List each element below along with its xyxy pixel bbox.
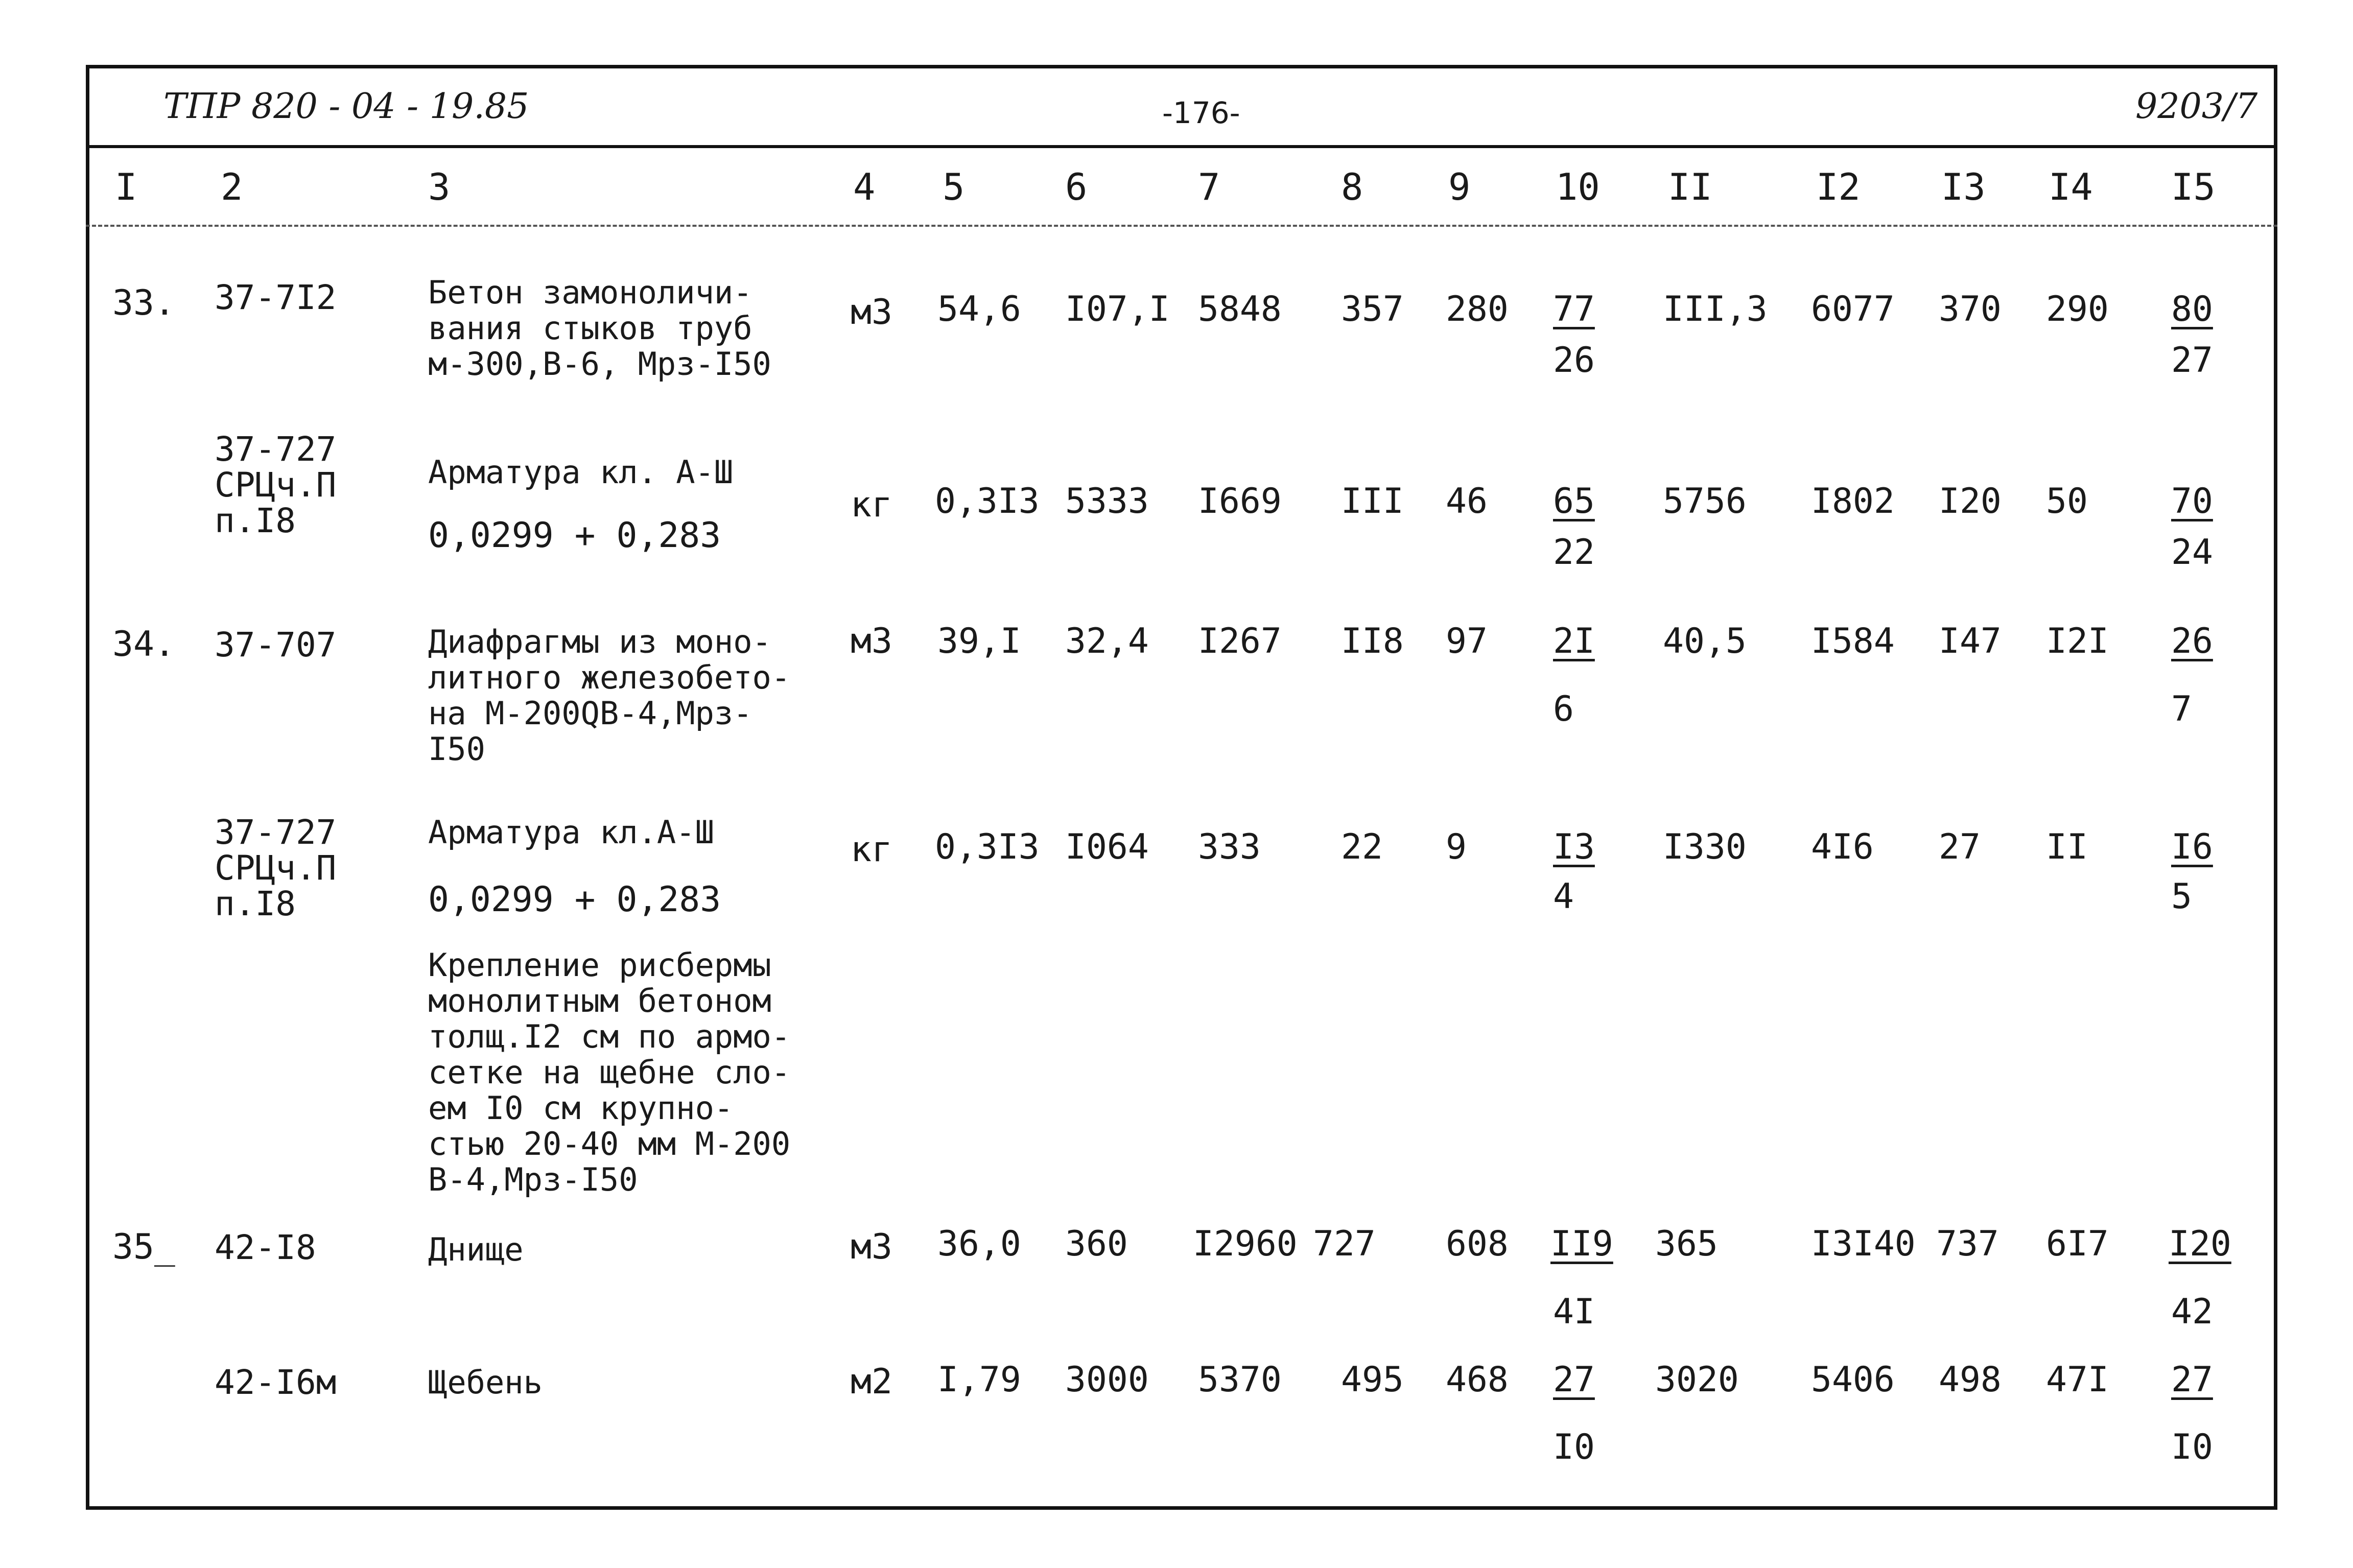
col-header-6: 6 — [1065, 165, 1088, 208]
cell-8: 495 — [1341, 1360, 1404, 1400]
cell-14: 47I — [2046, 1360, 2109, 1400]
cell-7: I2960 — [1193, 1224, 1298, 1264]
cell-13: 27 — [1939, 827, 1981, 867]
col-header-15: I5 — [2171, 165, 2216, 208]
work-description: Щебень — [428, 1364, 543, 1401]
unit: м3 — [851, 292, 892, 332]
cell-6: 5333 — [1065, 481, 1149, 521]
cell-14: 6I7 — [2046, 1224, 2109, 1264]
doc-code: ТПР 820 - 04 - 19.85 — [163, 86, 529, 127]
cell-14: 290 — [2046, 289, 2109, 329]
cell-8: 727 — [1313, 1224, 1376, 1264]
cell-14: I2I — [2046, 621, 2109, 661]
rate-code: 37-727 СРЦч.П п.I8 — [215, 430, 337, 540]
cell-10-top: I3 — [1553, 827, 1595, 867]
cell-12: 6077 — [1811, 289, 1895, 329]
col-header-5: 5 — [943, 165, 965, 208]
cell-8: III — [1341, 481, 1404, 521]
section-note: Крепление рисбермы монолитным бетоном толщ.I2 см по армо- сетке на щебне сло- ем I0 см крупно- стью 20-40 мм М-200 В-4,Мрз-I50 — [428, 946, 791, 1198]
rate-code: 37-707 — [215, 625, 337, 664]
work-description: Днище — [428, 1231, 524, 1268]
cell-10-bottom: 26 — [1553, 340, 1595, 381]
weight-formula: 0,0299 + 0,283 — [428, 880, 721, 920]
cell-6: I07,I — [1065, 289, 1170, 329]
cell-5: I,79 — [937, 1360, 1021, 1400]
rate-code: 42-I6м — [215, 1363, 337, 1402]
cell-7: 5370 — [1198, 1360, 1282, 1400]
weight-formula: 0,0299 + 0,283 — [428, 515, 721, 556]
cell-10-top: 2I — [1553, 621, 1595, 661]
cell-12: I3I40 — [1811, 1224, 1916, 1264]
rate-code: 37-7I2 — [215, 278, 337, 317]
cell-9: 280 — [1446, 289, 1509, 329]
cell-6: 32,4 — [1065, 621, 1149, 661]
cell-13: 737 — [1936, 1224, 1999, 1264]
cell-6: 3000 — [1065, 1360, 1149, 1400]
cell-9: 46 — [1446, 481, 1488, 521]
cell-12: I802 — [1811, 481, 1895, 521]
unit: м2 — [851, 1362, 892, 1402]
unit: м3 — [851, 621, 892, 661]
cell-10-bottom: 6 — [1553, 689, 1574, 729]
row-number: 34. — [112, 624, 175, 664]
cell-9: 9 — [1446, 827, 1467, 867]
row-number: 35_ — [112, 1227, 175, 1267]
cell-10-top: 65 — [1553, 481, 1595, 521]
col-header-2: 2 — [221, 165, 243, 208]
cell-15-bottom: 24 — [2171, 532, 2213, 573]
work-description: Арматура кл. А-Ш — [428, 454, 734, 491]
cell-7: I669 — [1198, 481, 1282, 521]
cell-11: 5756 — [1663, 481, 1747, 521]
cell-11: 40,5 — [1663, 621, 1747, 661]
unit: кг — [851, 485, 892, 525]
row-number: 33. — [112, 283, 175, 323]
cell-13: I47 — [1939, 621, 2002, 661]
cell-7: 333 — [1198, 827, 1261, 867]
cell-5: 36,0 — [937, 1224, 1021, 1264]
col-header-11: II — [1668, 165, 1712, 208]
cell-6: I064 — [1065, 827, 1149, 867]
cell-14: II — [2046, 827, 2088, 867]
cell-11: 3020 — [1655, 1360, 1739, 1400]
cell-11: I330 — [1663, 827, 1747, 867]
cell-15-top: 27 — [2171, 1360, 2213, 1400]
cell-9: 97 — [1446, 621, 1488, 661]
work-description: Диафрагмы из моно- литного железобето- на М-200QВ-4,Мрз- I50 — [428, 623, 791, 768]
cell-15-bottom: 42 — [2171, 1292, 2213, 1332]
cell-14: 50 — [2046, 481, 2088, 521]
cell-9: 468 — [1446, 1360, 1509, 1400]
cell-10-top: 77 — [1553, 289, 1595, 329]
cell-5: 0,3I3 — [935, 481, 1040, 521]
cell-10-bottom: I0 — [1553, 1427, 1595, 1467]
cell-8: 22 — [1341, 827, 1383, 867]
cell-10-bottom: 4 — [1553, 876, 1574, 917]
cell-11: 365 — [1655, 1224, 1718, 1264]
cell-10-bottom: 4I — [1553, 1292, 1595, 1332]
cell-5: 54,6 — [937, 289, 1021, 329]
cell-8: 357 — [1341, 289, 1404, 329]
col-header-4: 4 — [853, 165, 876, 208]
cell-11: III,3 — [1663, 289, 1768, 329]
cell-13: 498 — [1939, 1360, 2002, 1400]
cell-5: 0,3I3 — [935, 827, 1040, 867]
cell-12: 5406 — [1811, 1360, 1895, 1400]
cell-8: II8 — [1341, 621, 1404, 661]
cell-5: 39,I — [937, 621, 1021, 661]
page-number: -176- — [1162, 96, 1240, 130]
col-header-9: 9 — [1448, 165, 1471, 208]
column-header-separator — [86, 225, 2277, 227]
work-description: Бетон замоноличи- вания стыков труб м-300,В-6, Мрз-I50 — [428, 274, 771, 383]
cell-15-top: 80 — [2171, 289, 2213, 329]
cell-15-top: 26 — [2171, 621, 2213, 661]
cell-10-bottom: 22 — [1553, 532, 1595, 573]
col-header-12: I2 — [1816, 165, 1861, 208]
sheet-number: 9203/7 — [2135, 86, 2258, 127]
cell-13: I20 — [1939, 481, 2002, 521]
rate-code: 37-727 СРЦч.П п.I8 — [215, 813, 337, 923]
col-header-3: 3 — [428, 165, 451, 208]
col-header-13: I3 — [1941, 165, 1986, 208]
unit: кг — [851, 829, 892, 870]
cell-7: I267 — [1198, 621, 1282, 661]
cell-6: 360 — [1065, 1224, 1128, 1264]
cell-15-top: I20 — [2169, 1224, 2231, 1264]
cell-13: 370 — [1939, 289, 2002, 329]
document-frame — [86, 65, 2277, 1510]
unit: м3 — [851, 1227, 892, 1267]
work-description: Арматура кл.А-Ш — [428, 814, 714, 851]
cell-15-top: I6 — [2171, 827, 2213, 867]
cell-12: 4I6 — [1811, 827, 1874, 867]
col-header-7: 7 — [1198, 165, 1220, 208]
rate-code: 42-I8 — [215, 1228, 316, 1267]
cell-15-bottom: 7 — [2171, 689, 2192, 729]
cell-10-top: II9 — [1550, 1224, 1613, 1264]
col-header-1: I — [115, 165, 137, 208]
header-divider — [86, 145, 2277, 148]
cell-15-top: 70 — [2171, 481, 2213, 521]
col-header-8: 8 — [1341, 165, 1363, 208]
cell-15-bottom: 5 — [2171, 876, 2192, 917]
cell-7: 5848 — [1198, 289, 1282, 329]
cell-15-bottom: I0 — [2171, 1427, 2213, 1467]
cell-10-top: 27 — [1553, 1360, 1595, 1400]
col-header-10: 10 — [1556, 165, 1600, 208]
cell-9: 608 — [1446, 1224, 1509, 1264]
col-header-14: I4 — [2049, 165, 2093, 208]
cell-12: I584 — [1811, 621, 1895, 661]
cell-15-bottom: 27 — [2171, 340, 2213, 381]
